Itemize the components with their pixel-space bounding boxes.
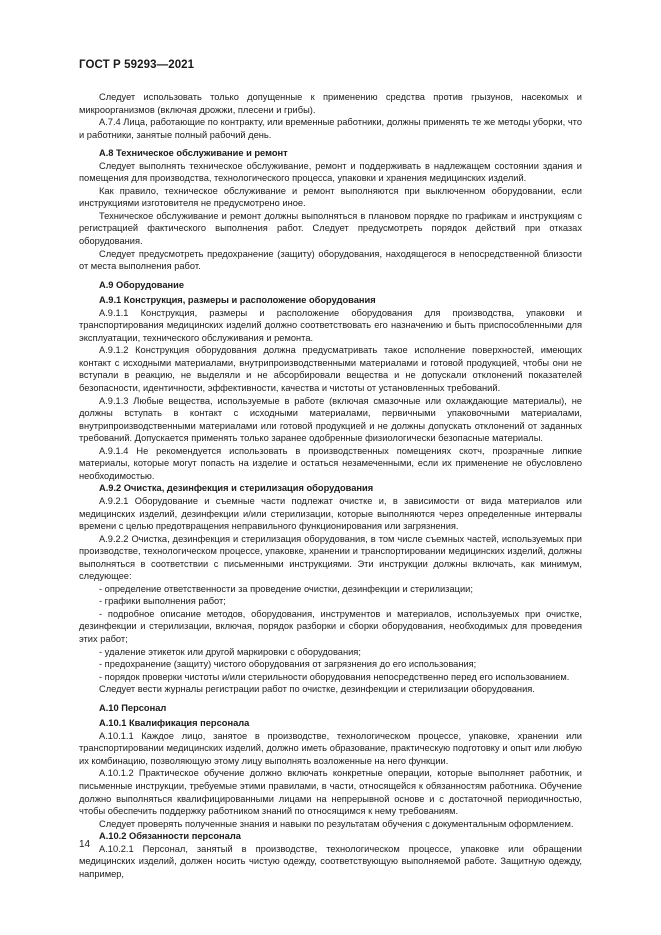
section-heading: А.9.2 Очистка, дезинфекция и стерилизация оборудования <box>99 483 374 494</box>
list-item: - графики выполнения работ; <box>99 596 226 607</box>
document-body <box>79 91 582 880</box>
list-item: - определение ответственности за проведение очистки, дезинфекции и стерилизации; <box>99 583 473 594</box>
paragraph: А.9.2.2 Очистка, дезинфекция и стерилизация оборудования, в том числе съемных частей, используемых при производстве, технологическом процессе, упаковке, хранении и транспортировании медицинских изделий, должны выполняться в соответствии с письменными инструкциями. Эти инструкции должны включать, как минимум, следующее: <box>79 533 582 582</box>
paragraph: Техническое обслуживание и ремонт должны выполняться в плановом порядке по графикам и инструкциям с регистрацией фактического выполнения работ. Следует предусмотреть порядок действий при отказах оборудования. <box>79 210 582 247</box>
section-heading: А.9 Оборудование <box>99 279 185 290</box>
section-heading: А.9.1 Конструкция, размеры и расположение оборудования <box>99 295 376 306</box>
list-item: - предохранение (защиту) чистого оборудования от загрязнения до его использования; <box>99 659 477 670</box>
list-item: - подробное описание методов, оборудования, инструментов и материалов, используемых при очистке, дезинфекции и стерилизации, включая, порядок разборки и сборки оборудования, необходимых для проведения этих работ; <box>79 608 582 644</box>
paragraph: Следует выполнять техническое обслуживание, ремонт и поддерживать в надлежащем состоянии здания и помещения для производства, технологического процесса, упаковки и хранения медицинских изделий. <box>79 160 582 184</box>
paragraph: А.10.2.1 Персонал, занятый в производстве, технологическом процессе, упаковке или обращении медицинских изделий, должен носить чистую одежду, соответствующую выполняемой работе. Защитную одежду, например, <box>79 843 582 879</box>
paragraph: А.9.1.4 Не рекомендуется использовать в производственных помещениях скотч, прозрачные липкие материалы, которые могут попасть на изделие и остаться незамеченными, если их применение не обусловлено необходимостью. <box>79 445 582 481</box>
paragraph: Следует вести журналы регистрации работ по очистке, дезинфекции и стерилизации оборудования. <box>99 684 535 695</box>
section-heading: А.8 Техническое обслуживание и ремонт <box>99 148 288 159</box>
page-number: 14 <box>79 839 91 850</box>
paragraph: Следует предусмотреть предохранение (защиту) оборудования, находящегося в непосредственной близости от места выполнения работ. <box>79 248 582 272</box>
section-heading: А.10.2 Обязанности персонала <box>99 831 241 842</box>
paragraph: А.9.1.2 Конструкция оборудования должна предусматривать такое исполнение поверхностей, имеющих контакт с исходными материалами, внутрипроизводственными материалами и готовой продукцией, чтобы они не вступали в реакцию, не выделяли и не абсорбировали вещества и не допускали отклонений показателей безопасности, идентичности, эффективности, качества и чистоты от установленных требований. <box>79 345 582 394</box>
paragraph: А.10.1.2 Практическое обучение должно включать конкретные операции, которые выполняет работник, и письменные инструкции, требуемые этими правилами, в части, относящейся к обязанностям работника. Обучение должно выполняться квалифицированными лицами на непрерывной основе и с достаточной периодичностью, чтобы обеспечить поддержку работником знаний по относящимся к нему требованиям. <box>79 768 582 817</box>
paragraph: А.9.2.1 Оборудование и съемные части подлежат очистке и, в зависимости от вида материалов или медицинских изделий, дезинфекции и/или стерилизации, которые выполняются через определенные интервалы времени с целью предотвращения неправильного функционирования или загрязнения. <box>79 495 582 532</box>
paragraph: А.9.1.1 Конструкция, размеры и расположение оборудования для производства, упаковки и транспортирования медицинских изделий должно соответствовать его назначению и быть приспособленными для эксплуатации, технического обслуживания и ремонта. <box>79 307 582 343</box>
paragraph: А.10.1.1 Каждое лицо, занятое в производстве, технологическом процессе, упаковке, хранении или транспортировании медицинских изделий, должно иметь образование, практическую подготовку и опыт или любую их комбинацию, позволяющую этому лицу выполнять возложенные на него функции. <box>79 730 582 766</box>
paragraph: Следует использовать только допущенные к применению средства против грызунов, насекомых и микроорганизмов (включая дрожжи, плесени и грибы). <box>79 92 582 115</box>
section-heading: А.10 Персонал <box>99 702 167 713</box>
document-header: ГОСТ Р 59293—2021 <box>79 59 195 71</box>
paragraph: Следует проверять полученные знания и навыки по результатам обучения с документальным оформлением. <box>99 818 574 829</box>
paragraph: Как правило, техническое обслуживание и ремонт выполняются при выключенном оборудовании, если инструкциями изготовителя не предусмотрено иное. <box>79 185 582 209</box>
list-item: - порядок проверки чистоты и/или стерильности оборудования непосредственно перед его использованием. <box>99 671 570 682</box>
section-heading: А.10.1 Квалификация персонала <box>99 718 250 729</box>
paragraph: А.9.1.3 Любые вещества, используемые в работе (включая смазочные или охлаждающие материалы), не должны вступать в контакт с исходными материалами, первичными упаковочными материалами, внутрипроизводственными материалами или готовой продукцией и не должны допускать отклонений от заданных требований. Допускается применять только заранее одобренные физиологически безопасные материалы. <box>79 395 582 444</box>
paragraph: А.7.4 Лица, работающие по контракту, или временные работники, должны применять те же методы уборки, что и работники, занятые полный рабочий день. <box>79 117 582 140</box>
list-item: - удаление этикеток или другой маркировки с оборудования; <box>99 646 361 657</box>
